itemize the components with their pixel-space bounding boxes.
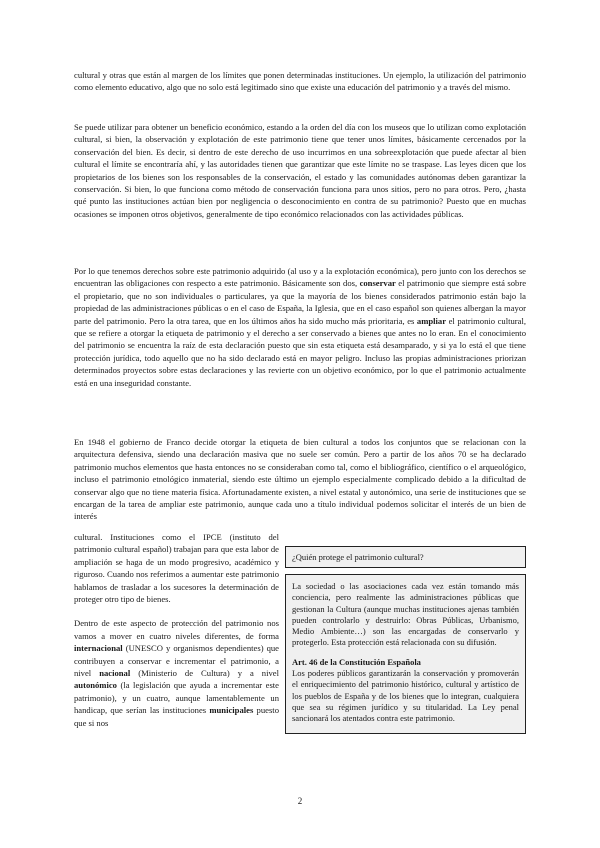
text-run: el patrimonio que siempre está sobre el propietario, que no son individuales o particulares, ya que la mayoría de los bienes considerados patrimonio están bajo la propiedad de las administraciones públicas o en el caso de España, la Iglesia, que en el caso español son quienes albergan la mayor parte del patrimonio. Pero la otra tarea, que en los últimos años ha sido mucho más prioritaria, es	[74, 278, 527, 326]
bold-term-ampliar: ampliar	[416, 315, 447, 326]
left-column	[74, 531, 279, 729]
paragraph-text: cultural y otras que están al margen de los límites que ponen determinadas instituciones. Un ejemplo, la utilización del patrimonio como elemento educativo, algo que no solo está legitimado sino que existe una educación del patrimonio y a través del mismo.	[74, 70, 526, 93]
paragraph-protection-levels	[74, 617, 279, 729]
bold-term-conservar: conservar	[359, 278, 396, 289]
page-number: 2	[297, 796, 303, 806]
bold-term-autonomico: autonómico	[74, 680, 117, 691]
sidebar-body	[285, 574, 526, 734]
sidebar-title: ¿Quién protege el patrimonio cultural?	[285, 546, 526, 568]
bold-term-internacional: internacional	[74, 643, 123, 654]
paragraph-ipce: cultural. Instituciones como el IPCE (instituto del patrimonio cultural español) trabajan para que esta labor de ampliación se haga de un modo progresivo, académico y riguroso. Cuando nos referimos a aumentar este patrimonio hablamos de trasladar a los sucesores la determinación de proteger otro tipo de bienes.	[74, 532, 279, 605]
text-run: (UNESCO y organismos dependientes) que contribuyen a conservar e incrementar el patrimonio, a nivel	[74, 643, 279, 679]
text-run: puesto que si nos	[74, 705, 279, 728]
paragraph-text	[74, 265, 526, 389]
paragraph-rights-obligations	[74, 265, 526, 389]
bold-term-municipales: municipales	[209, 705, 254, 716]
paragraph-text: En 1948 el gobierno de Franco decide otorgar la etiqueta de bien cultural a todos los conjuntos que se relacionan con la arquitectura defensiva, siendo una declaración masiva que no suele ser común. Pero a partir de los años 70 se ha declarado patrimonio muchos elementos que hasta entonces no se consideraban como tal, como el bibliográfico, científico o el arqueológico, incluso el patrimonio etnológico inmaterial, siendo este último un ejemplo especialmente complicado debido a la dificultad de conservar algo que no tiene materia física. Afortunadamente existen, a nivel estatal y autonómico, una serie de instituciones que se encargan de la tarea de ampliar este patrimonio, aunque cada uno a título individual podemos solicitar el interés de un bien de interés	[74, 437, 526, 522]
sidebar-text: La sociedad o las asociaciones cada vez están tomando más conciencia, pero realmente las administraciones públicas que gestionan la Cultura (aunque muchas instituciones ajenas también pueden controlarlo y destruirlo: Obras Públicas, Urbanismo, Medio Ambiente…) son las encargadas de conservarlo y protegerlo. Esta protección está relacionada con su difusión.	[292, 581, 519, 648]
text-run: (la legislación que ayuda a incrementar este patrimonio), y un cuatro, aunque lamentablemente un handicap, que serían las instituciones	[74, 680, 279, 716]
paragraph-educational-use	[74, 69, 526, 94]
text-run: el patrimonio cultural, que se refiere a otorgar la etiqueta de patrimonio y el derecho a ser conservado a bienes que antes no lo eran. En el conocimiento del patrimonio se encuentra la raíz de esta declaración puesto que sin esta etiqueta está desamparado, y si ya lo está el que tiene protección jurídica, todo aquello que no ha sido declarado está en mayor peligro. Incluso las propias administraciones priorizan determinados proyectos sobre estas declaraciones y las revierte con un objetivo económico, por lo que el patrimonio actualmente está en una inseguridad constante.	[74, 315, 526, 388]
text-run: Por lo que tenemos derechos sobre este patrimonio adquirido (al uso y a la explotación económica), pero junto con los derechos se encuentran las obligaciones con respecto a este patrimonio. Básicamente son dos,	[74, 266, 526, 289]
paragraph-history-1948	[74, 436, 526, 523]
bold-term-nacional: nacional	[99, 668, 131, 679]
text-run: (Ministerio de Cultura) y a nivel	[130, 668, 279, 679]
article-heading: Art. 46 de la Constitución Española	[292, 656, 421, 667]
article-text: Los poderes públicos garantizarán la conservación y promoverán el enriquecimiento del patrimonio histórico, cultural y artístico de los pueblos de España y de los bienes que lo integran, cualquiera que sea su régimen jurídico y su titularidad. La Ley penal sancionará los atentados contra este patrimonio.	[292, 668, 519, 724]
paragraph-economic-use	[74, 121, 526, 220]
paragraph-text: Se puede utilizar para obtener un beneficio económico, estando a la orden del día con los museos que lo utilizan como explotación cultural, si bien, la observación y explotación de este patrimonio tiene que tener unos límites, básicamente cercenados por la conservación del bien. Es decir, si dentro de este derecho de uso incurrimos en una sobreexplotación que puede afectar al bien cultural el límite se encontraría ahí, y las autoridades tienen que garantizar que este límite no se traspase. Las leyes dicen que los propietarios de los bienes son los responsables de la conservación, el estado y las comunidades autónomas deben garantizar la conservación. Si bien, lo que funciona como método de conservación funciona para unos sitios, pero no para otros. Pero, ¿hasta qué punto las instituciones actúan bien por negligencia o desconocimiento en contra de su patrimonio? Puesto que en muchas ocasiones se imponen otros objetivos, generalmente de tipo económico relacionados con las actividades públicas.	[74, 122, 526, 219]
sidebar-box	[285, 546, 526, 734]
text-run: Dentro de este aspecto de protección del patrimonio nos vamos a mover en cuatro niveles diferentes, de forma	[74, 618, 279, 641]
